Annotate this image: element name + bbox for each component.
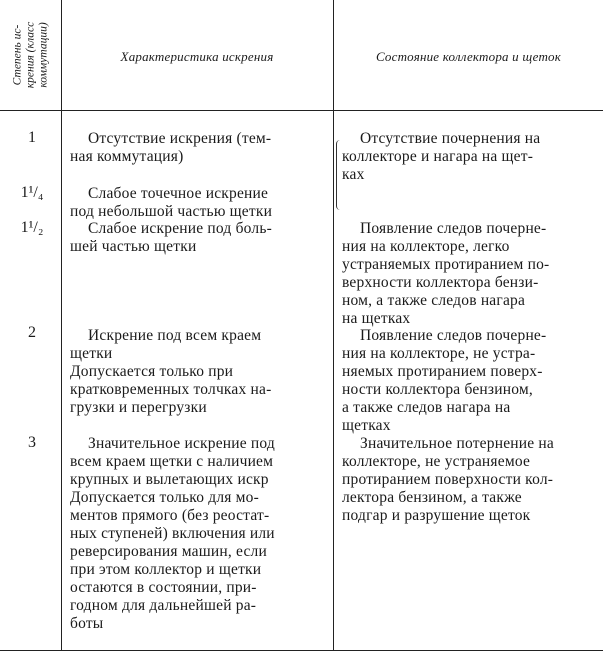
header-divider	[0, 110, 603, 111]
degree-cell: 1¹/₄	[20, 184, 44, 201]
header-state: Состояние коллектора и щеток	[375, 49, 562, 64]
state-cell: Появление следов почерне- ния на коллекторе, не устра- няемых протиранием поверх- ности коллектора бензином, а также следов нагара на щетках	[342, 327, 547, 434]
header-degree	[2, 8, 60, 102]
degree-cell: 1	[28, 129, 36, 146]
header-sparking: Характеристика искрения	[120, 49, 274, 64]
sparking-cell: Значительное искрение под всем краем щетки с наличием крупных и вылетающих искр Допускается только для мо- ментов прямого (без реостат- ных ступеней) включения или реверсирования машин, если при этом коллектор и щетки остаются в состоянии, при- годном для дальнейшей ра- боты	[70, 435, 276, 632]
sparking-cell: Слабое точечное искрение под небольшой частью щетки	[70, 185, 273, 220]
sparking-cell: Искрение под всем краем щетки Допускается только при кратковременных толчках на- грузки и перегрузки	[70, 327, 272, 416]
sparking-cell: Отсутствие искрения (тем- ная коммутация)	[70, 130, 272, 165]
brace-mark	[336, 140, 343, 210]
state-cell: Значительное потернение на коллекторе, не устраняемое протиранием поверхности кол- лектора бензином, а также подгар и разрушение щеток	[342, 435, 554, 524]
degree-cell: 2	[28, 324, 36, 341]
state-cell: Отсутствие почернения на коллекторе и нагара на щет- ках	[342, 130, 541, 183]
column-divider-2	[333, 0, 334, 650]
sparking-cell: Слабое искрение под боль- шей частью щетки	[70, 220, 272, 255]
table-bottom-rule	[0, 650, 603, 651]
degree-cell: 1¹/₂	[20, 219, 44, 236]
degree-cell: 3	[28, 434, 36, 451]
state-cell: Появление следов почерне- ния на коллекторе, легко устраняемых протиранием по- верхности коллектора бензи- ном, а также следов нагара на щетках	[342, 220, 550, 327]
header-degree-text: Степень ис- крения (класс коммутации)	[11, 21, 50, 89]
